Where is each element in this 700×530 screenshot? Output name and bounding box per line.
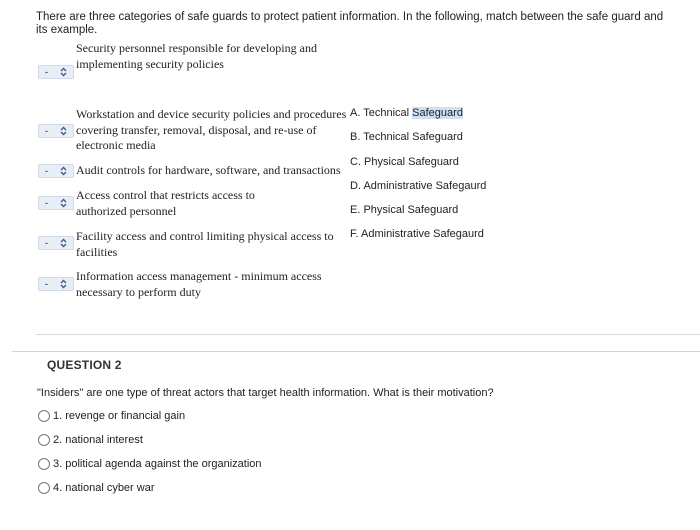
updown-icon [60, 126, 67, 136]
option-c: C. Physical Safeguard [350, 155, 459, 168]
updown-icon [60, 238, 67, 248]
radio-button[interactable] [38, 458, 50, 470]
choice-label: 4. national cyber war [53, 482, 155, 494]
radio-button[interactable] [38, 434, 50, 446]
options-list [350, 105, 486, 251]
option-d: D. Administrative Safegaurd [350, 179, 487, 192]
choice-label: 3. political agenda against the organization [53, 458, 262, 470]
answer-choice-3[interactable] [38, 458, 262, 470]
updown-icon [60, 67, 67, 77]
option-b: B. Technical Safeguard [350, 131, 463, 144]
answer-choice-2[interactable] [38, 434, 143, 446]
match-prompt-2: Workstation and device security policies and procedures covering transfer, removal, disposal, and re-use of electronic media [76, 107, 347, 152]
match-select-3[interactable]: - [38, 164, 74, 178]
divider [12, 351, 700, 352]
match-select-6[interactable]: - [38, 277, 74, 291]
match-prompt-4: Access control that restricts access to authorized personnel [76, 188, 255, 218]
question-1-intro: There are three categories of safe guards to protect patient information. In the following, match between the safe guard and its example. [36, 11, 664, 36]
updown-icon [60, 198, 67, 208]
choice-label: 2. national interest [53, 434, 143, 446]
match-select-1[interactable]: - [38, 65, 74, 79]
match-select-5[interactable]: - [38, 236, 74, 250]
updown-icon [60, 166, 67, 176]
divider [36, 334, 700, 335]
choice-label: 1. revenge or financial gain [53, 410, 186, 422]
option-e: E. Physical Safeguard [350, 204, 459, 217]
match-prompt-6: Information access management - minimum access necessary to perform duty [76, 269, 322, 299]
match-select-2[interactable]: - [38, 124, 74, 138]
match-prompt-3: Audit controls for hardware, software, and transactions [76, 163, 341, 177]
answer-choice-1[interactable] [38, 410, 185, 422]
answer-choice-4[interactable] [38, 482, 155, 494]
match-prompt-1: Security personnel responsible for developing and implementing security policies [76, 41, 317, 71]
match-prompt-5: Facility access and control limiting physical access to facilities [76, 229, 334, 259]
updown-icon [60, 279, 67, 289]
radio-button[interactable] [38, 410, 50, 422]
question-2-title: QUESTION 2 [47, 358, 122, 372]
option-a: A. Technical Safeguard [350, 107, 463, 119]
radio-button[interactable] [38, 482, 50, 494]
question-2-text: "Insiders" are one type of threat actors that target health information. What is their motivation? [37, 387, 494, 399]
match-select-4[interactable]: - [38, 196, 74, 210]
option-f: F. Administrative Safegaurd [350, 228, 484, 241]
